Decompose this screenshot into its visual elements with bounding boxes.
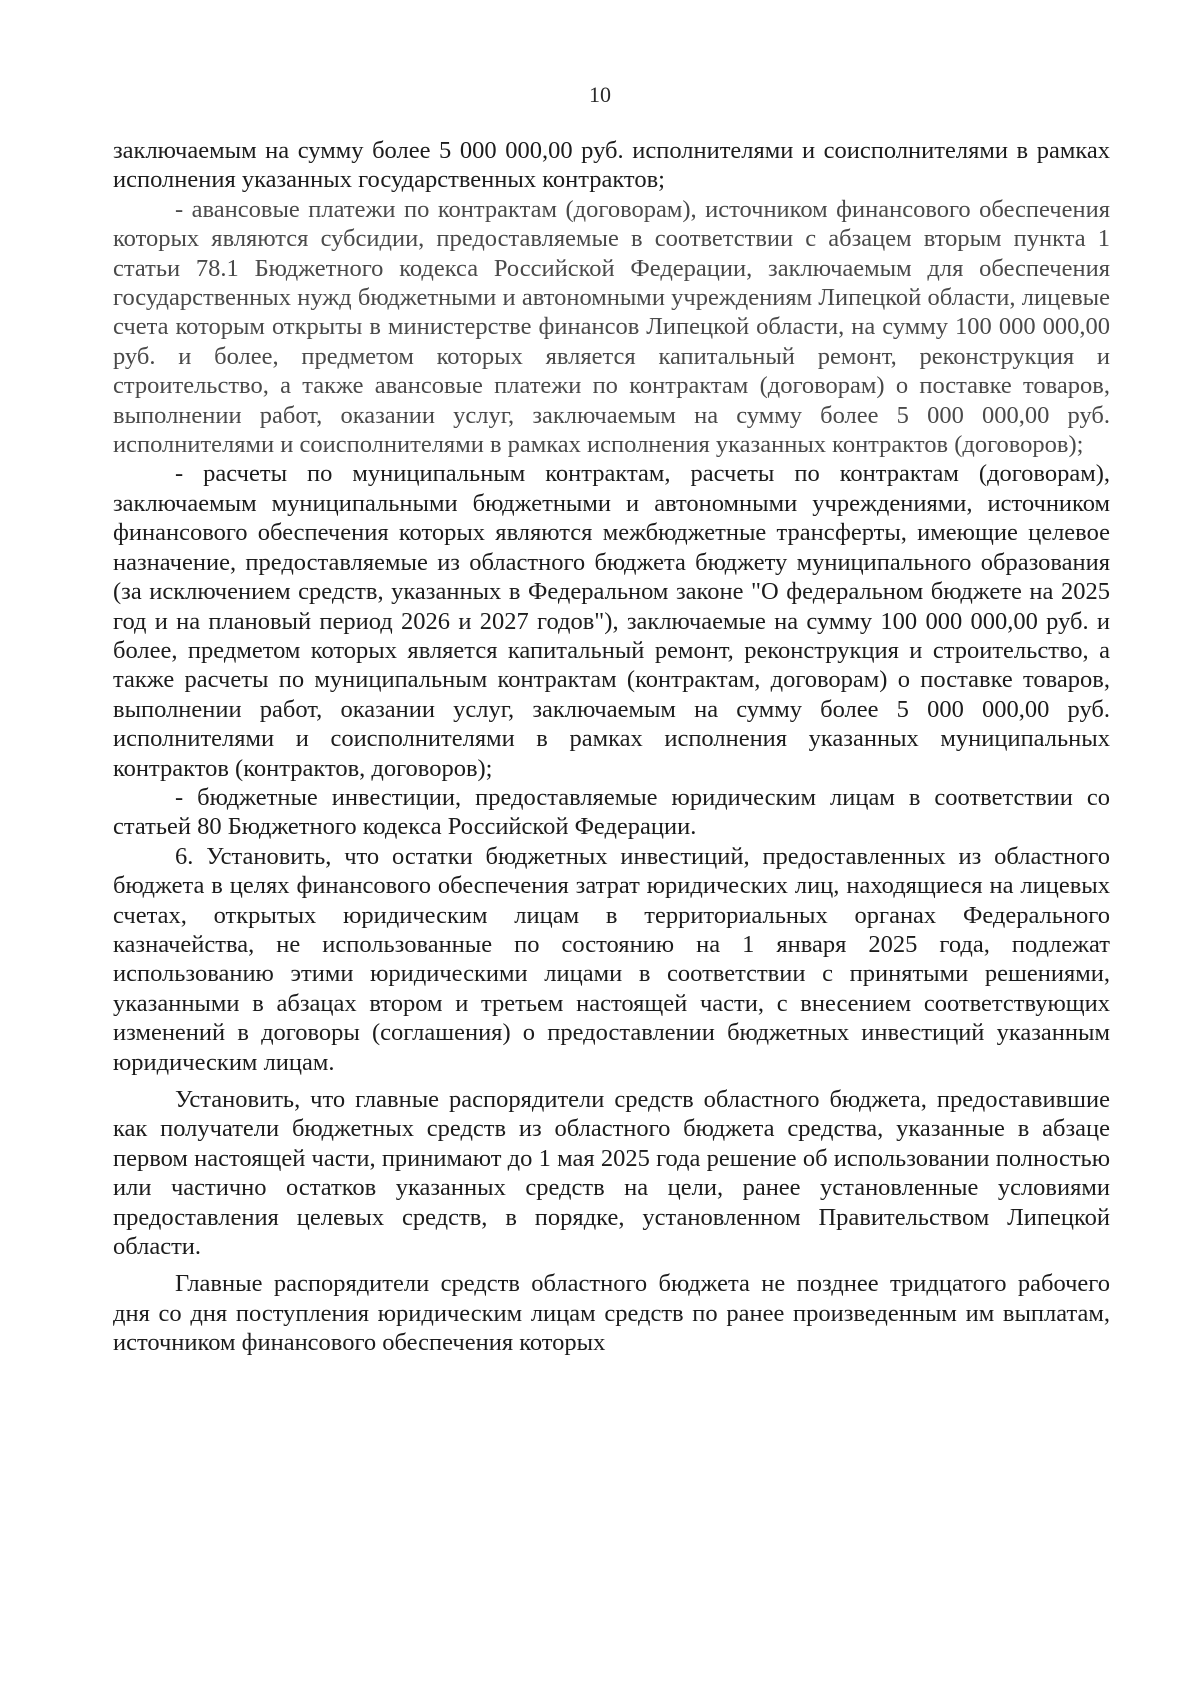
paragraph-item-6: 6. Установить, что остатки бюджетных инвестиций, предоставленных из областного бюджета в целях финансового обеспечения затрат юридических лиц, находящиеся на лицевых счетах, открытых юридическим лицам в территориальных органах Федерального казначейства, не использованные по состоянию на 1 января 2025 года, подлежат использованию этими юридическими лицами в соответствии с принятыми решениями, указанными в абзацах втором и третьем настоящей части, с внесением соответствующих изменений в договоры (соглашения) о предоставлении бюджетных инвестиций указанным юридическим лицам. <box>113 842 1110 1076</box>
page-number: 10 <box>589 82 611 107</box>
paragraph-budget-investments: - бюджетные инвестиции, предоставляемые юридическим лицам в соответствии со статьей 80 Бюджетного кодекса Российской Федерации. <box>113 783 1110 841</box>
paragraph-main-managers-decision: Установить, что главные распорядители средств областного бюджета, предоставившие как получатели бюджетных средств из областного бюджета средства, указанные в абзаце первом настоящей части, принимают до 1 мая 2025 года решение об использовании полностью или частично остатков указанных средств на цели, ранее установленные условиями предоставления целевых средств, в порядке, установленном Правительством Липецкой области. <box>113 1086 1110 1261</box>
paragraph-advance-subsidies: - авансовые платежи по контрактам (договорам), источником финансового обеспечения которых являются субсидии, предоставляемые в соответствии с абзацем вторым пункта 1 статьи 78.1 Бюджетного кодекса Российской Федерации, заключаемым для обеспечения государственных нужд бюджетными и автономными учреждениям Липецкой области, лицевые счета которым открыты в министерстве финансов Липецкой области, на сумму 100 000 000,00 руб. и более, предметом которых является капитальный ремонт, реконструкция и строительство, а также авансовые платежи по контрактам (договорам) о поставке товаров, выполнении работ, оказании услуг, заключаемым на сумму более 5 000 000,00 руб. исполнителями и соисполнителями в рамках исполнения указанных контрактов (договоров); <box>113 195 1110 459</box>
paragraph-municipal-contracts: - расчеты по муниципальным контрактам, расчеты по контрактам (договорам), заключаемым муниципальными бюджетными и автономными учреждениями, источником финансового обеспечения которых являются межбюджетные трансферты, имеющие целевое назначение, предоставляемые из областного бюджета бюджету муниципального образования (за исключением средств, указанных в Федеральном законе "О федеральном бюджете на 2025 год и на плановый период 2026 и 2027 годов"), заключаемые на сумму 100 000 000,00 руб. и более, предметом которых является капитальный ремонт, реконструкция и строительство, а также расчеты по муниципальным контрактам (контрактам, договорам) о поставке товаров, выполнении работ, оказании услуг, заключаемым на сумму более 5 000 000,00 руб. исполнителями и соисполнителями в рамках исполнения указанных муниципальных контрактов (контрактов, договоров); <box>113 460 1110 782</box>
document-body <box>113 136 1110 1358</box>
paragraph-main-managers-deadline: Главные распорядители средств областного бюджета не позднее тридцатого рабочего дня со дня поступления юридическим лицам средств по ранее произведенным им выплатам, источником финансового обеспечения которых <box>113 1270 1110 1357</box>
paragraph-continuation: заключаемым на сумму более 5 000 000,00 руб. исполнителями и соисполнителями в рамках исполнения указанных государственных контрактов; <box>113 137 1110 194</box>
